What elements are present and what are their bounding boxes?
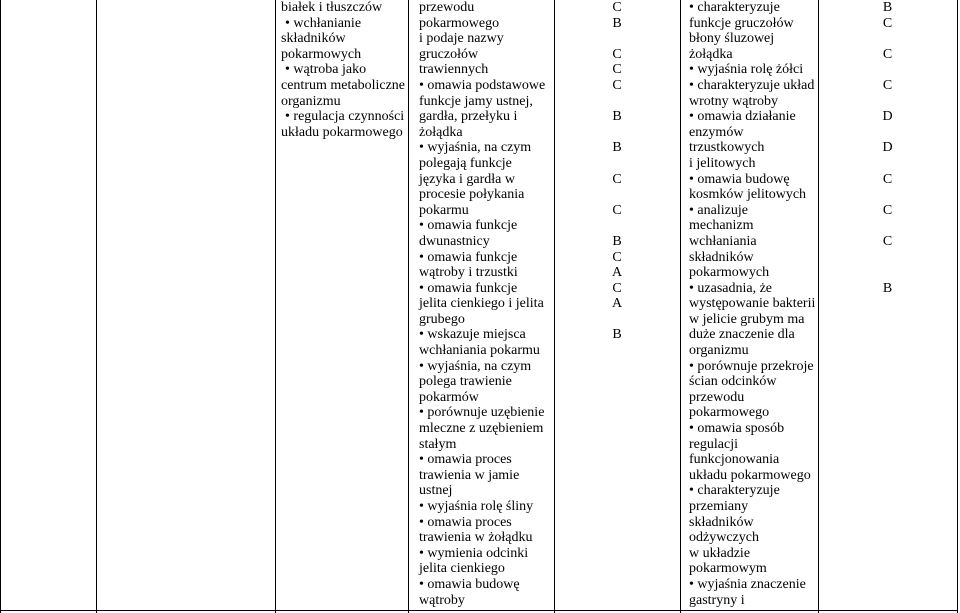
category-letter: A <box>611 265 623 281</box>
cell-line: wątroby i trzustki <box>419 265 518 281</box>
category-letter: C <box>612 202 622 218</box>
cell-line: • wchłanianie <box>285 15 362 31</box>
extended-categories-cell <box>820 0 955 296</box>
cell-line: dwunastnicy <box>419 233 490 249</box>
category-letter: B <box>882 280 893 296</box>
category-letter: C <box>882 171 893 187</box>
category-letter: C <box>612 280 622 296</box>
cell-line: błony śluzowej <box>689 31 775 47</box>
cell-line: • charakteryzuje <box>689 0 780 15</box>
category-letter <box>556 156 678 172</box>
cell-line: • omawia proces <box>419 452 512 468</box>
category-letter: C <box>882 202 893 218</box>
category-letter: A <box>611 296 623 312</box>
category-letter <box>556 125 678 141</box>
category-letter: C <box>612 62 622 78</box>
cell-line: • porównuje przekroje <box>689 358 814 374</box>
cell-line: duże znaczenie dla <box>689 327 795 343</box>
cell-line: organizmu <box>281 93 341 109</box>
cell-line: mleczne z uzębieniem <box>419 421 544 437</box>
cell-line: układu pokarmowego <box>689 467 811 483</box>
category-letter <box>820 250 955 266</box>
category-letter <box>820 187 955 203</box>
cell-line: centrum metaboliczne <box>281 77 405 93</box>
cell-line: trawienia w żołądku <box>419 530 533 546</box>
cell-line: • charakteryzuje układ <box>689 77 815 93</box>
cell-line: wchłaniania <box>689 233 757 249</box>
cell-line: układu pokarmowego <box>281 124 403 140</box>
cell-line: • regulacja czynności <box>285 109 405 125</box>
category-letter: D <box>882 140 893 156</box>
cell-line: • wyjaśnia rolę śliny <box>419 499 534 514</box>
cell-line: stałym <box>419 436 457 452</box>
table-border-right <box>957 0 958 613</box>
cell-line: polegają funkcje <box>419 155 512 171</box>
extended-requirements-cell <box>689 0 817 608</box>
cell-line: • analizuje <box>689 202 748 218</box>
basic-categories-cell <box>556 0 678 343</box>
cell-line: przewodu <box>419 0 475 15</box>
category-letter <box>556 187 678 203</box>
cell-line: • wskazuje miejsca <box>419 327 526 343</box>
cell-line: • omawia proces <box>419 514 512 530</box>
table-border-left <box>0 0 1 613</box>
cell-line: przewodu <box>689 389 745 405</box>
cell-line: • wyjaśnia znaczenie <box>689 576 806 592</box>
category-letter <box>556 312 678 328</box>
cell-line: wchłaniania pokarmu <box>419 343 540 359</box>
column-divider <box>680 0 681 613</box>
cell-line: kosmków jelitowych <box>689 187 807 203</box>
cell-line: funkcje gruczołów <box>689 15 794 31</box>
topics-cell <box>281 0 405 140</box>
category-letter <box>556 94 678 110</box>
cell-line: • omawia sposób <box>689 421 785 437</box>
category-letter: C <box>882 46 893 62</box>
cell-line: pokarmowych <box>689 265 770 281</box>
cell-line: i jelitowych <box>689 155 756 171</box>
table-bottom-border <box>0 610 958 611</box>
cell-line: żołądka <box>419 124 463 140</box>
category-letter: C <box>612 77 622 93</box>
cell-line: organizmu <box>689 343 749 359</box>
cell-line: enzymów <box>689 124 744 140</box>
category-letter: B <box>612 15 622 31</box>
cell-line: • wymienia odcinki <box>419 545 529 561</box>
cell-line: odżywczych <box>689 530 759 546</box>
cell-line: składników <box>689 249 754 265</box>
category-letter <box>820 265 955 281</box>
cell-line: występowanie bakterii <box>689 296 816 312</box>
cell-line: funkcjonowania <box>689 452 780 468</box>
cell-line: • omawia budowę <box>419 576 520 592</box>
category-letter <box>820 94 955 110</box>
category-letter <box>556 218 678 234</box>
category-letter: B <box>612 233 622 249</box>
cell-line: pokarmowym <box>689 561 767 577</box>
category-letter: C <box>882 15 893 31</box>
cell-line: • wyjaśnia, na czym <box>419 140 532 156</box>
category-letter <box>820 62 955 78</box>
cell-line: • omawia funkcje <box>419 218 518 234</box>
cell-line: żołądka <box>689 46 733 62</box>
category-letter: D <box>882 109 893 125</box>
cell-line: procesie połykania <box>419 187 525 203</box>
category-letter <box>556 31 678 47</box>
category-letter: B <box>612 109 622 125</box>
cell-line: regulacji <box>689 436 738 452</box>
cell-line: • omawia działanie <box>689 109 796 125</box>
cell-line: • charakteryzuje <box>689 483 780 499</box>
cell-line: • omawia funkcje <box>419 280 518 296</box>
cell-line: ścian odcinków <box>689 374 777 390</box>
cell-line: • porównuje uzębienie <box>419 405 545 421</box>
cell-line: • omawia budowę <box>689 171 790 187</box>
cell-line: pokarmów <box>419 389 479 405</box>
cell-line: przemiany <box>689 499 749 514</box>
cell-line: mechanizm <box>689 218 754 234</box>
cell-line: trawienia w jamie <box>419 467 520 483</box>
cell-line: polega trawienie <box>419 374 512 390</box>
cell-line: jelita cienkiego <box>419 561 505 577</box>
cell-line: • wątroba jako <box>285 62 367 78</box>
cell-line: gardła, przełyku i <box>419 109 518 125</box>
cell-line: jelita cienkiego i jelita <box>419 296 544 312</box>
cell-line: wrotny wątroby <box>689 93 779 109</box>
cell-line: trzustkowych <box>689 140 765 156</box>
cell-line: w układzie <box>689 545 751 561</box>
category-letter: C <box>882 77 893 93</box>
cell-line: pokarmowego <box>419 15 500 31</box>
category-letter: B <box>882 0 893 15</box>
column-divider <box>554 0 555 613</box>
cell-line: i podaje nazwy <box>419 31 504 47</box>
cell-line: pokarmowych <box>281 46 362 62</box>
cell-line: języka i gardła w <box>419 171 516 187</box>
basic-requirements-cell <box>419 0 552 608</box>
column-divider <box>408 0 409 613</box>
cell-line: grubego <box>419 311 465 327</box>
cell-line: ustnej <box>419 483 453 499</box>
category-letter: B <box>612 327 622 343</box>
cell-line: • wyjaśnia, na czym <box>419 358 532 374</box>
category-letter <box>820 31 955 47</box>
cell-line: składników <box>281 31 346 47</box>
cell-line: w jelicie grubym ma <box>689 311 805 327</box>
category-letter <box>820 125 955 141</box>
category-letter: C <box>882 233 893 249</box>
cell-line: wątroby <box>419 592 465 608</box>
category-letter: C <box>612 46 622 62</box>
category-letter <box>820 218 955 234</box>
category-letter: C <box>612 249 622 265</box>
cell-line: składników <box>689 514 754 530</box>
column-divider <box>96 0 97 613</box>
cell-line: gastryny i <box>689 592 745 608</box>
cell-line: gruczołów <box>419 46 479 62</box>
cell-line: pokarmu <box>419 202 469 218</box>
category-letter: B <box>612 140 622 156</box>
cell-line: pokarmowego <box>689 405 770 421</box>
cell-line: • wyjaśnia rolę żółci <box>689 62 804 78</box>
category-letter: C <box>612 0 622 15</box>
cell-line: trawiennych <box>419 62 489 78</box>
column-divider <box>275 0 276 613</box>
category-letter <box>820 156 955 172</box>
cell-line: • omawia funkcje <box>419 249 518 265</box>
cell-line: • uzasadnia, że <box>689 280 773 296</box>
cell-line: funkcje jamy ustnej, <box>419 93 533 109</box>
cell-line: • omawia podstawowe <box>419 77 546 93</box>
category-letter: C <box>612 171 622 187</box>
cell-line: białek i tłuszczów <box>281 0 383 15</box>
column-divider <box>818 0 819 613</box>
